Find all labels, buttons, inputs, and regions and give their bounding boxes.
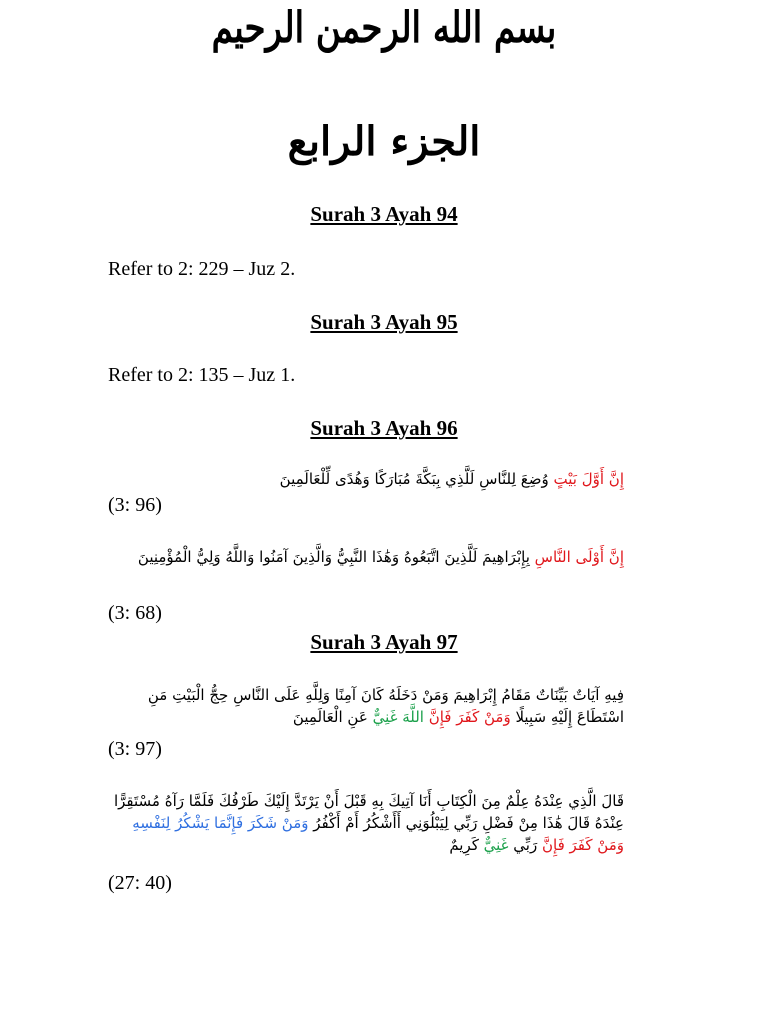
verse-reference-3-97: (3: 97) (108, 738, 162, 760)
verse-highlight-blue: وَمَنْ شَكَرَ فَإِنَّمَا يَشْكُرُ لِنَفْسِهِ (132, 814, 309, 832)
heading-surah3-ayah96: Surah 3 Ayah 96 (310, 416, 458, 440)
arabic-verse-3-97 (108, 684, 624, 728)
verse-highlight-red: وَمَنْ كَفَرَ فَإِنَّ (428, 708, 511, 726)
verse-reference-27-40: (27: 40) (108, 872, 172, 894)
reference-text-ayah94: Refer to 2: 229 – Juz 2. (108, 258, 296, 280)
verse-text: فِيهِ آيَاتٌ بَيِّنَاتٌ مَقَامُ إِبْرَاهِيمَ وَمَنْ دَخَلَهُ كَانَ آمِنًا وَلِلَّهِ عَلَى النَّاسِ حِجُّ الْبَيْتِ مَنِ اسْتَطَاعَ إِلَيْهِ سَبِيلًا (147, 686, 624, 726)
verse-text: عَنِ الْعَالَمِينَ (292, 708, 373, 726)
juz-title: الجزء الرابع (287, 118, 481, 165)
bismillah-calligraphy: بسم الله الرحمن الرحيم (211, 3, 557, 53)
heading-surah3-ayah97: Surah 3 Ayah 97 (310, 630, 458, 654)
verse-text: رَبِّي (508, 836, 542, 854)
verse-reference-3-68: (3: 68) (108, 602, 162, 624)
arabic-verse-3-68 (108, 546, 624, 568)
arabic-verse-3-96 (108, 468, 624, 490)
heading-surah3-ayah94: Surah 3 Ayah 94 (310, 202, 458, 226)
verse-highlight-red: إِنَّ أَوْلَى النَّاسِ (534, 548, 624, 566)
verse-text: وُضِعَ لِلنَّاسِ لَلَّذِي بِبَكَّةَ مُبَارَكًا وَهُدًى لِّلْعَالَمِينَ (279, 470, 554, 488)
verse-highlight-red: إِنَّ أَوَّلَ بَيْتٍ (553, 470, 624, 488)
heading-surah3-ayah95: Surah 3 Ayah 95 (310, 310, 458, 334)
reference-text-ayah95: Refer to 2: 135 – Juz 1. (108, 364, 296, 386)
verse-text: قَالَ الَّذِي عِنْدَهُ عِلْمٌ مِنَ الْكِتَابِ أَنَا آتِيكَ بِهِ قَبْلَ أَنْ يَرْتَدَّ إِلَيْكَ طَرْفُكَ فَلَمَّا رَآهُ مُسْتَقِرًّا عِنْدَهُ قَالَ هَٰذَا مِنْ فَضْلِ رَبِّي لِيَبْلُوَنِي أَأَشْكُرُ أَمْ أَكْفُرُ (113, 792, 624, 832)
verse-text: بِإِبْرَاهِيمَ لَلَّذِينَ اتَّبَعُوهُ وَهَٰذَا النَّبِيُّ وَالَّذِينَ آمَنُوا وَاللَّهُ وَلِيُّ الْمُؤْمِنِينَ (137, 548, 535, 566)
verse-reference-3-96: (3: 96) (108, 494, 162, 516)
verse-highlight-red: وَمَنْ كَفَرَ فَإِنَّ (542, 836, 624, 854)
verse-highlight-green: اللَّهَ غَنِيٌّ (372, 708, 429, 726)
arabic-verse-27-40 (108, 790, 624, 856)
verse-text: كَرِيمٌ (449, 836, 484, 854)
verse-highlight-green: غَنِيٌّ (483, 836, 509, 854)
